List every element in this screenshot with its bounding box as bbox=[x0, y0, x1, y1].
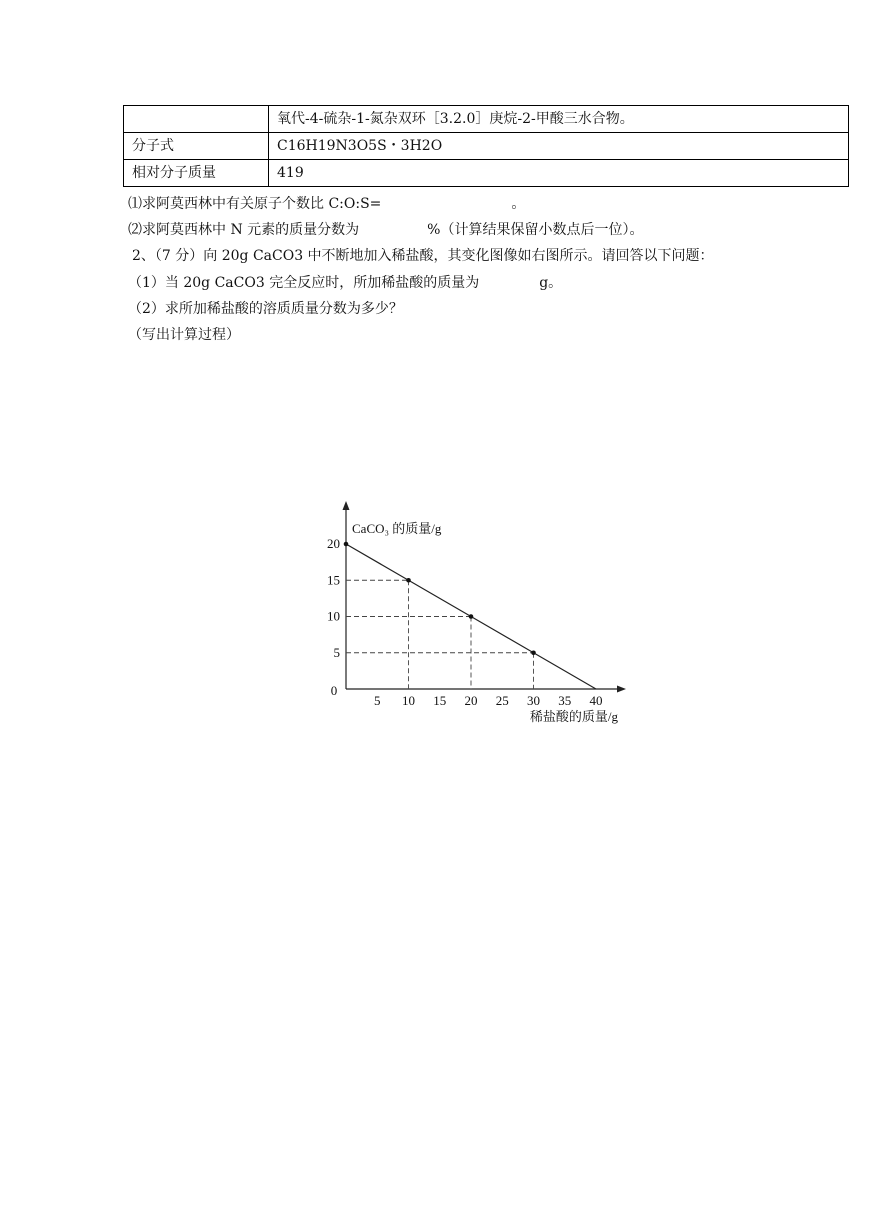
y-tick-label: 20 bbox=[327, 536, 340, 551]
question-1-2 bbox=[128, 221, 643, 239]
question-2-intro: 2、（7 分）向 20g CaCO3 中不断地加入稀盐酸，其变化图像如右图所示。请回答以下问题： bbox=[132, 248, 714, 264]
caco3-mass-chart bbox=[318, 495, 638, 730]
y-tick-label: 5 bbox=[333, 644, 340, 660]
question-2-3: （写出计算过程） bbox=[128, 327, 240, 343]
y-axis-arrow bbox=[343, 501, 350, 510]
x-tick-label: 30 bbox=[527, 693, 540, 708]
question-end: g。 bbox=[539, 275, 563, 291]
table-cell-label: 分子式 bbox=[124, 133, 269, 160]
question-text: ⑴求阿莫西林中有关原子个数比 C:O:S= bbox=[128, 196, 382, 212]
data-point bbox=[344, 542, 349, 547]
table-row bbox=[124, 160, 849, 187]
origin-label: 0 bbox=[330, 683, 338, 698]
table-row bbox=[124, 106, 849, 133]
y-axis-label: CaCO₃ 的质量/g bbox=[352, 521, 442, 536]
x-tick-label: 10 bbox=[402, 693, 415, 708]
data-point bbox=[531, 650, 536, 655]
y-tick-label: 10 bbox=[327, 608, 340, 624]
table-cell-label bbox=[124, 106, 269, 133]
x-axis-label: 稀盐酸的质量/g bbox=[529, 709, 618, 724]
question-text: ⑵求阿莫西林中 N 元素的质量分数为 bbox=[128, 222, 360, 238]
x-tick-label: 15 bbox=[433, 693, 447, 708]
data-point bbox=[406, 578, 411, 583]
table-cell-value: C16H19N3O5S・3H2O bbox=[269, 133, 849, 160]
question-end: %（计算结果保留小数点后一位）。 bbox=[427, 222, 644, 238]
x-tick-label: 35 bbox=[558, 693, 572, 708]
y-tick-label: 15 bbox=[327, 572, 340, 588]
x-tick-label: 25 bbox=[495, 693, 509, 708]
x-tick-label: 5 bbox=[374, 693, 381, 708]
properties-table bbox=[123, 105, 849, 187]
x-axis-arrow bbox=[617, 686, 626, 693]
table-cell-label: 相对分子质量 bbox=[124, 160, 269, 187]
question-end: 。 bbox=[511, 196, 526, 212]
data-point bbox=[469, 614, 474, 619]
x-tick-label: 40 bbox=[589, 693, 603, 708]
question-2-2: （2）求所加稀盐酸的溶质质量分数为多少？ bbox=[128, 301, 403, 317]
question-1-1 bbox=[128, 195, 525, 213]
table-row bbox=[124, 133, 849, 160]
question-2-1 bbox=[128, 274, 562, 292]
table-cell-value: 氧代-4-硫杂-1-氮杂双环［3.2.0］庚烷-2-甲酸三水合物。 bbox=[269, 106, 849, 133]
table-cell-value: 419 bbox=[269, 160, 849, 187]
x-tick-label: 20 bbox=[464, 693, 478, 708]
question-text: （1）当 20g CaCO3 完全反应时，所加稀盐酸的质量为 bbox=[128, 275, 480, 291]
